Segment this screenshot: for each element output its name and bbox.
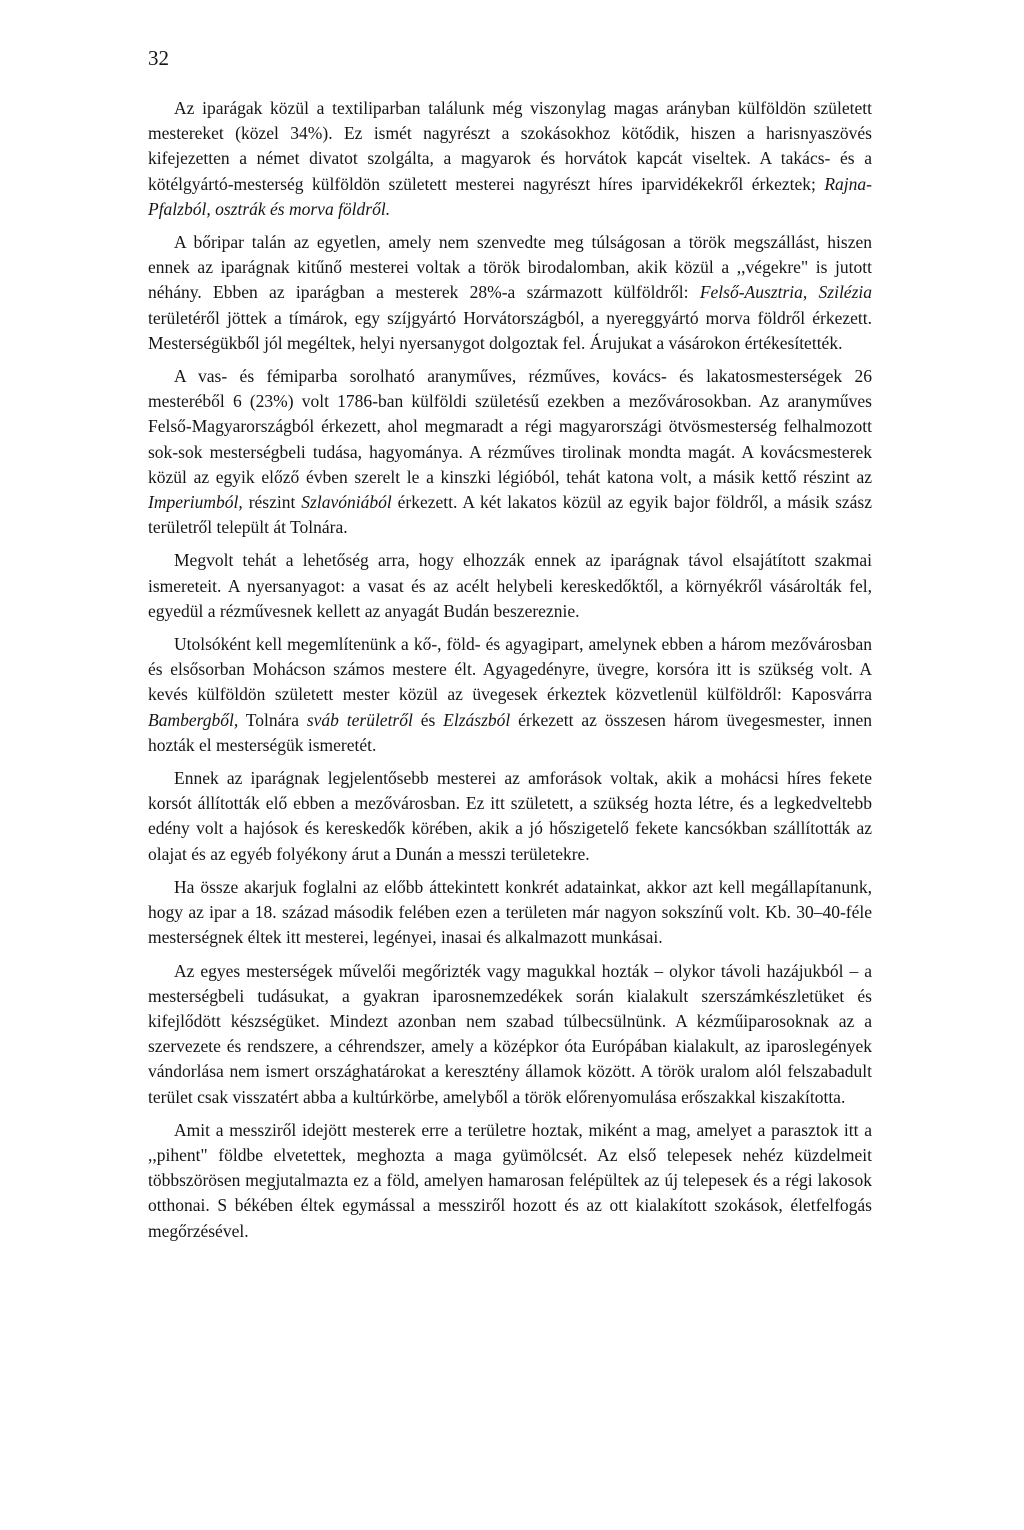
text-run: A bőripar talán az egyetlen, amely nem szenvedte meg túlságosan a török megszállást, hiszen ennek az iparágnak kitűnő mesterei voltak a török birodalomban, akik közül a ,,végekre" is jutott néhány. Ebben az iparágban a mesterek 28%-a származott külföldről:: [148, 232, 872, 303]
text-run: Ennek az iparágnak legjelentősebb mesterei az amforások voltak, akik a mohácsi híres fekete korsót állították elő ebben a mezővárosban. Ez itt született, a szükség hozta létre, és a legkedveltebb edény volt a hajósok és kereskedők körében, akik a jó hőszigetelő fekete kancsókban szállították az olajat és az egyéb folyékony árut a Dunán a messzi területekre.: [148, 768, 872, 864]
book-page: [148, 0, 872, 1530]
italic-text: Bambergből,: [148, 709, 239, 730]
text-run: Ha össze akarjuk foglalni az előbb áttekintett konkrét adatainkat, akkor azt kell megállapítanunk, hogy az ipar a 18. század második felében ezen a területen már nagyon sokszínű volt. Kb. 30–40-féle mesterségnek éltek itt mesterei, legényei, inasai és alkalmazott munkásai.: [148, 876, 872, 948]
text-run: A vas- és fémiparba sorolható aranyműves, rézműves, kovács- és lakatosmesterségek 26 mesteréből 6 (23%) volt 1786-ban külföldi születésű ezekben a mezővárosokban. Az aranyműves Felső-Magyarországból érkezett, ahol megmaradt a régi magyarországi ötvösmesterség felhalmozott sok-sok mesterségbeli tudása, hagyománya. A rézműves tirolinak mondta magát. A kovácsmesterek közül az egyik előző évben szerelt le a kinszki légióból, tehát katona volt, a másik kettő részint az: [148, 366, 872, 487]
italic-text: Szlavóniából: [301, 492, 392, 513]
text-run: Megvolt tehát a lehetőség arra, hogy elhozzák ennek az iparágnak távol elsajátított szakmai ismereteit. A nyersanyagot: a vasat és az acélt helybeli kereskedőktől, a környékről vásárolták fel, egyedül a rézművesnek kellett az anyagát Budán beszereznie.: [148, 550, 872, 621]
text-run: Az egyes mesterségek művelői megőrizték vagy magukkal hozták – olykor távoli hazájukból – a mesterségbeli tudásukat, a gyakran iparosnemzedékek során kialakult szerszámkészletüket és kifejlődött készségüket. Mindezt azonban nem szabad túlbecsülnünk. A kézműiparosoknak az a szervezete és rendszere, a céhrendszer, amely a középkor óta Európában kialakult, az iparoslegények vándorlása nem ismert országhatárokat a keresztény államok között. A török uralom alól felszabadult terület csak visszatért abba a kultúrkörbe, amelyből a török előrenyomulása erőszakkal kiszakította.: [148, 960, 872, 1107]
body-text: [148, 96, 872, 1252]
text-run: Utolsóként kell megemlítenünk a kő-, föld- és agyagipart, amelynek ebben a három mezővárosban és elsősorban Mohácson számos mestere élt. Agyagedényre, üvegre, korsóra itt is szükség volt. A kevés külföldön született mester közül az üvegesek érkeztek közvetlenül külföldről: Kaposvárra: [148, 634, 872, 705]
text-run: részint: [242, 492, 302, 513]
text-run: Amit a messziről idejött mesterek erre a területre hoztak, miként a mag, amelyet a parasztok itt a ,,pihent" földbe elvetettek, meghozta a maga gyümölcsét. Az első telepesek nehéz küzdelmeit többszörösen megjutalmazta ez a föld, amelyen hamarosan felépültek az új telepesek és a régi lakosok otthonai. S békében éltek egymással a messziről hozott és az ott kialakított szokások, életfelfogás megőrzésével.: [148, 1119, 872, 1241]
paragraph: [148, 766, 872, 867]
italic-text: Elzászból: [443, 709, 511, 730]
italic-text: Imperiumból,: [148, 492, 243, 513]
text-run: területéről jöttek a tímárok, egy szíjgyártó Horvátországból, a nyereggyártó morva földről érkezett. Mesterségükből jól megéltek, helyi nyersanygot dolgoztak fel. Árujukat a vásárokon értékesítették.: [148, 307, 872, 353]
paragraph: [148, 96, 872, 222]
italic-text: Rajna-Pfalzból, osztrák és morva földről.: [148, 173, 872, 219]
paragraph: [148, 875, 872, 951]
paragraph: [148, 364, 872, 540]
paragraph: [148, 1118, 872, 1244]
paragraph: [148, 632, 872, 758]
text-run: érkezett az összesen három üvegesmester, innen hozták el mesterségük ismeretét.: [148, 709, 872, 755]
italic-text: Felső-Ausztria, Szilézia: [699, 282, 872, 303]
text-run: Tolnára: [238, 709, 307, 730]
paragraph: [148, 548, 872, 624]
text-run: Az iparágak közül a textiliparban találunk még viszonylag magas arányban külföldön született mestereket (közel 34%). Ez ismét nagyrészt a szokásokhoz kötődik, hiszen a harisnyaszövés kifejezetten a német divatot szolgálta, a magyarok és horvátok kapcát viseltek. A takács- és a kötélgyártó-mesterség külföldön született mesterei nagyrészt híres iparvidékekről érkeztek;: [148, 98, 872, 194]
text-run: érkezett. A két lakatos közül az egyik bajor földről, a másik szász területről települt át Tolnára.: [148, 492, 872, 538]
paragraph: [148, 230, 872, 356]
italic-text: sváb területről: [306, 709, 413, 730]
paragraph: [148, 959, 872, 1110]
text-run: és: [412, 709, 444, 730]
page-number: 32: [148, 46, 169, 70]
